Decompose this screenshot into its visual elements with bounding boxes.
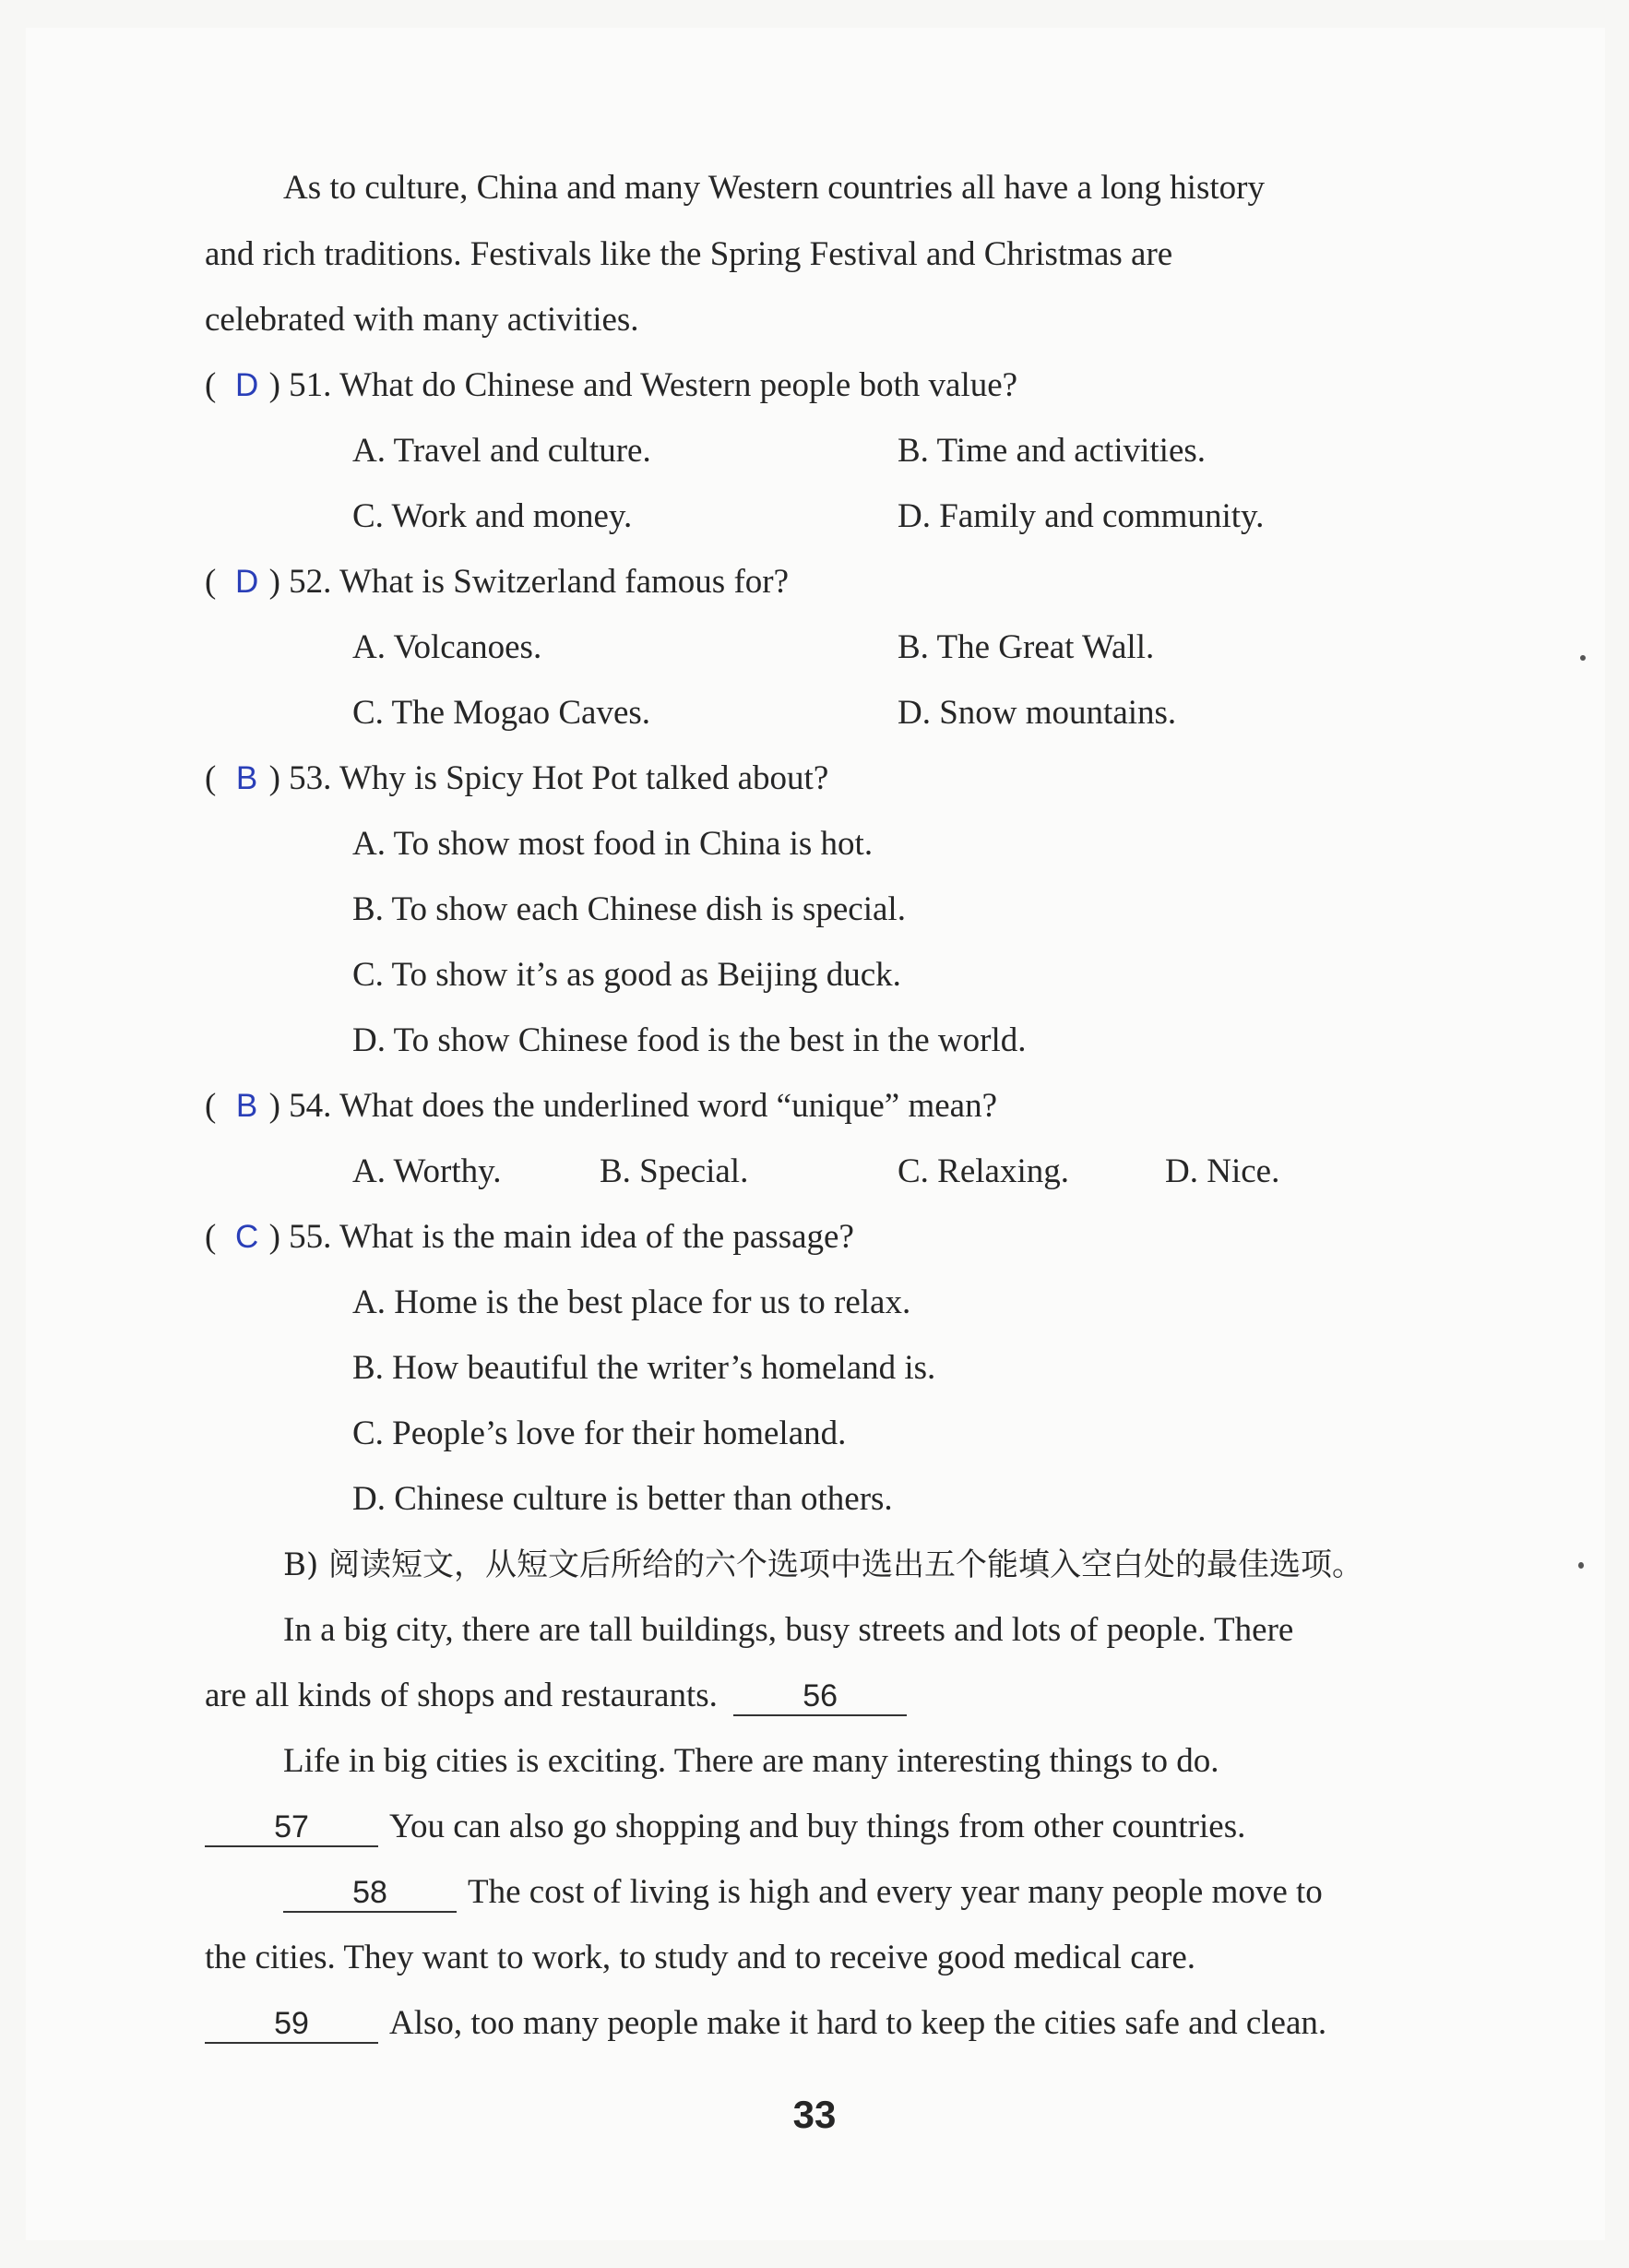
- q53-option-a: A. To show most food in China is hot.: [352, 825, 874, 863]
- section-b-p4-line1-text: Also, too many people make it hard to keep the cities safe and clean.: [389, 2004, 1327, 2042]
- intro-line-1: As to culture, China and many Western countries all have a long history: [283, 169, 1265, 207]
- answer-55: C: [234, 1219, 259, 1255]
- question-54-text: 54. What does the underlined word “unique” mean?: [289, 1087, 997, 1125]
- intro-line-3: celebrated with many activities.: [205, 301, 639, 339]
- blank-56[interactable]: 56: [733, 1677, 907, 1716]
- question-55: ( C ) 55. What is the main idea of the passage?: [205, 1215, 854, 1259]
- section-b-p3-line1-text: The cost of living is high and every year many people move to: [468, 1873, 1323, 1911]
- blank-59[interactable]: 59: [205, 2005, 378, 2044]
- q52-option-d: D. Snow mountains.: [898, 694, 1177, 732]
- q52-option-c: C. The Mogao Caves.: [352, 694, 651, 732]
- section-b-p3-line2: the cities. They want to work, to study and to receive good medical care.: [205, 1939, 1196, 1976]
- q52-option-b: B. The Great Wall.: [898, 628, 1155, 666]
- q53-option-d: D. To show Chinese food is the best in the world.: [352, 1021, 1027, 1059]
- section-b-p4-line1: [205, 2001, 1326, 2046]
- page-number: 33: [792, 2093, 837, 2136]
- q54-option-c: C. Relaxing.: [898, 1152, 1070, 1190]
- section-b-p1-line2: [205, 1674, 907, 1718]
- question-53-text: 53. Why is Spicy Hot Pot talked about?: [289, 759, 829, 797]
- section-b-p2-line1: Life in big cities is exciting. There are many interesting things to do.: [283, 1742, 1219, 1780]
- q55-option-c: C. People’s love for their homeland.: [352, 1415, 847, 1452]
- q53-option-c: C. To show it’s as good as Beijing duck.: [352, 956, 901, 994]
- q51-option-c: C. Work and money.: [352, 497, 633, 535]
- section-b-p2-line2-text: You can also go shopping and buy things from other countries.: [389, 1808, 1246, 1845]
- intro-line-2: and rich traditions. Festivals like the Spring Festival and Christmas are: [205, 235, 1173, 273]
- section-b-p1-line2-text: are all kinds of shops and restaurants.: [205, 1677, 718, 1714]
- q55-option-a: A. Home is the best place for us to relax.: [352, 1283, 911, 1321]
- section-b-p3-line1: [283, 1870, 1323, 1915]
- section-b-instruction: B) 阅读短文，从短文后所给的六个选项中选出五个能填入空白处的最佳选项。: [283, 1546, 1364, 1583]
- question-51-text: 51. What do Chinese and Western people both value?: [289, 366, 1018, 404]
- q51-option-d: D. Family and community.: [898, 497, 1265, 535]
- q51-option-a: A. Travel and culture.: [352, 432, 651, 470]
- blank-58[interactable]: 58: [283, 1874, 457, 1913]
- blank-57[interactable]: 57: [205, 1808, 378, 1847]
- answer-53: B: [235, 760, 258, 796]
- question-51: ( D ) 51. What do Chinese and Western people both value?: [205, 364, 1017, 408]
- question-52-text: 52. What is Switzerland famous for?: [289, 563, 790, 601]
- answer-51: D: [234, 367, 259, 403]
- q51-option-b: B. Time and activities.: [898, 432, 1207, 470]
- section-b-p1-line1: In a big city, there are tall buildings, busy streets and lots of people. There: [283, 1611, 1294, 1649]
- q52-option-a: A. Volcanoes.: [352, 628, 542, 666]
- question-53: ( B ) 53. Why is Spicy Hot Pot talked about?: [205, 757, 828, 801]
- margin-speck: [1580, 655, 1586, 661]
- margin-speck: [1578, 1562, 1584, 1569]
- q55-option-b: B. How beautiful the writer’s homeland is.: [352, 1349, 936, 1387]
- question-55-text: 55. What is the main idea of the passage?: [289, 1218, 854, 1256]
- q54-option-d: D. Nice.: [1165, 1152, 1280, 1190]
- q54-option-b: B. Special.: [600, 1152, 749, 1190]
- section-b-p2-line2: [205, 1805, 1245, 1849]
- answer-54: B: [235, 1088, 258, 1124]
- question-52: ( D ) 52. What is Switzerland famous for?: [205, 560, 789, 604]
- question-54: ( B ) 54. What does the underlined word “unique” mean?: [205, 1084, 997, 1128]
- answer-52: D: [234, 564, 259, 600]
- q55-option-d: D. Chinese culture is better than others.: [352, 1480, 893, 1518]
- q54-option-a: A. Worthy.: [352, 1152, 502, 1190]
- q53-option-b: B. To show each Chinese dish is special.: [352, 890, 906, 928]
